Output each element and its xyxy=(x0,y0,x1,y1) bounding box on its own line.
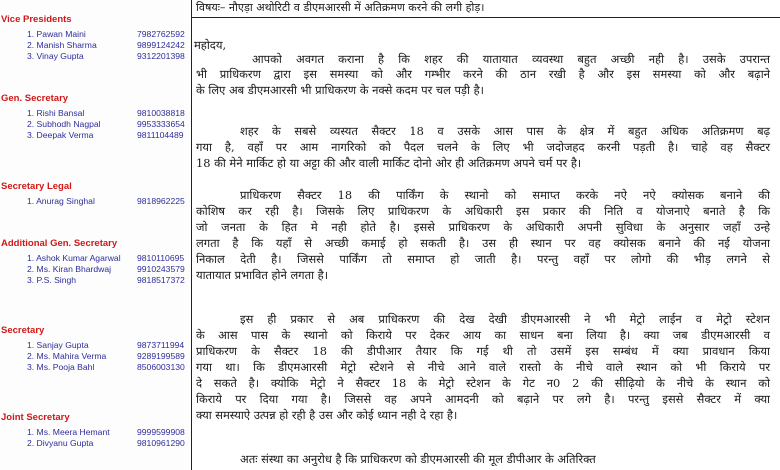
letter-line: प्राधिकरण सैक्टर 18 की पार्किंग के स्थानो को समाप्त करके नऐ नऐ क्योसक बनाने की xyxy=(240,188,770,202)
section-title: Vice Presidents xyxy=(1,14,72,25)
member-phone: 9289199589 xyxy=(137,351,185,361)
letter-line: के लिए अब डीएमआरसी भी प्राधिकरण के नक्से कदम पर चल पड़ी है। xyxy=(196,83,484,97)
section-title: Joint Secretary xyxy=(1,412,70,423)
letter-line: निकाल देती है। जिससे पार्किंग तो समाप्त हो जाती है। परन्तु वहाँ पर लोगो की भीड़ लगने से xyxy=(196,252,770,266)
letter-line: प्राधिकरण के सैक्टर 18 की डीपीआर तैयार कि गई थी तो उसमें इस सम्बंध में क्या प्रावधान किया xyxy=(196,344,770,358)
member-name: 1. Sanjay Gupta xyxy=(27,340,89,350)
member-phone: 9818962225 xyxy=(137,196,185,206)
member-name: 2. Ms. Mahira Verma xyxy=(27,351,107,361)
member-phone: 9899124242 xyxy=(137,40,185,50)
member-name: 1. Pawan Maini xyxy=(27,29,86,39)
member-phone: 9810961290 xyxy=(137,438,185,448)
member-phone: 9810038818 xyxy=(137,108,185,118)
letter-line: भी प्राधिकरण द्वारा इस समस्या को और गम्भीर करने की ठान रखी है और इस समस्या को और बढ़ाने xyxy=(196,67,770,81)
member-phone: 8506003130 xyxy=(137,362,185,372)
section-title: Secretary xyxy=(1,325,45,336)
section-title: Gen. Secretary xyxy=(1,93,69,104)
letter-line: गया है, वहाँ पर आम नागरिको को पैदल चलने के लिए भी जदोजहद करनी पड़ती है। चाहे वह सैक्टर xyxy=(196,140,770,154)
member-name: 3. P.S. Singh xyxy=(27,275,77,285)
subject-bar xyxy=(192,0,780,18)
letter-line: आपको अवगत कराना है कि शहर की यातायात व्यवस्था बहुत अच्छी नही है। उसके उपरान्त xyxy=(252,52,770,66)
letter-line: यातायात प्रभावित होने लगता है। xyxy=(196,268,329,282)
letter-line: दे सकते है। क्योकि मेट्रो ने सैक्टर 18 के मेट्रो स्टेशन के गेट न0 2 की सीढ़ियो के नीचे के स्थान को xyxy=(196,376,770,390)
member-name: 1. Rishi Bansal xyxy=(27,108,85,118)
letter-subject: विषयः– नौएड़ा अथोरिटी व डीएमआरसी में अतिक्रमण करने की लगी होड़। xyxy=(196,1,485,14)
member-name: 2. Ms. Kiran Bhardwaj xyxy=(27,264,112,274)
member-name: 2. Manish Sharma xyxy=(27,40,97,50)
section-title: Additional Gen. Secretary xyxy=(1,238,118,249)
letter-line: कोशिष कर रही है। जिसके लिए प्राधिकरण के अधिकारी इस प्रकार की निति व योजनाऐ बनाते है कि xyxy=(196,204,770,218)
member-name: 3. Vinay Gupta xyxy=(27,51,84,61)
member-phone: 9873711994 xyxy=(137,340,185,350)
letter-salutation: महोदय, xyxy=(194,38,227,52)
letter-line: इस ही प्रकार से अब प्राधिकरण की देख देखी डीएमआरसी ने भी मेट्रो लाईन व मेट्रो स्टेशन xyxy=(240,312,770,326)
member-phone: 9818517372 xyxy=(137,275,185,285)
letter-line: गया था। कि डीएमआरसी मेट्रो स्टेशने से नीचे आने वाले रास्तो के नीचे वाले स्थान को भी किराये पर xyxy=(196,360,770,374)
member-name: 1. Anurag Singhal xyxy=(27,196,95,206)
member-name: 2. Subhodh Nagpal xyxy=(27,119,101,129)
office-bearers-sidebar xyxy=(0,0,192,470)
member-phone: 9953333654 xyxy=(137,119,185,129)
member-phone: 9810110695 xyxy=(137,253,185,263)
letter-line: अतः संस्था का अनुरोध है कि प्राधिकरण को डीएमआरसी की मूल डीपीआर के अतिरिक्त xyxy=(240,452,596,466)
member-name: 2. Divyanu Gupta xyxy=(27,438,94,448)
member-name: 3. Ms. Pooja Bahl xyxy=(27,362,95,372)
letter-line: किराये पर दिया गया है। जिससे वह अपने आमदनी को बढ़ाने पर लगे है। परन्तु इससे सैक्टर में क्या xyxy=(196,392,770,406)
member-name: 1. Ms. Meera Hemant xyxy=(27,427,110,437)
letter-line: के आस पास के स्थानो को किराये पर देकर आय का साधन बना लिया है। क्या जब डीएमआरसी व xyxy=(196,328,770,342)
member-name: 3. Deepak Verma xyxy=(27,130,94,140)
letter-line: शहर के सबसे व्यस्यत सैक्टर 18 व उसके आस पास के क्षेत्र में बहुत अधिक अतिक्रमण बढ़ xyxy=(240,124,770,138)
member-phone: 9811104489 xyxy=(137,130,184,140)
letter-line: लगता है कि यहाँ से अच्छी कमाई हो सकती है। उस ही स्थान पर वह क्योसक बनाने की नई योजना xyxy=(196,236,770,250)
letter-body xyxy=(192,0,780,470)
letter-line: 18 की मेने मार्किट हो या अट्टा की और वाली मार्किट दोनो ओर ही अतिक्रमण अपने चर्म पर है। xyxy=(196,156,582,170)
member-phone: 9312201398 xyxy=(137,51,185,61)
section-title: Secretary Legal xyxy=(1,181,72,192)
member-phone: 9999599908 xyxy=(137,427,185,437)
member-name: 1. Ashok Kumar Agarwal xyxy=(27,253,121,263)
letter-line: क्या समस्याऐ उत्पन्न हो रही है उस और कोई ध्यान नही दे रहा है। xyxy=(196,408,458,422)
member-phone: 9910243579 xyxy=(137,264,185,274)
letter-line: जो जनता के हित मे नही होते है। इससे प्राधिकरण के अधिकारी अपनी सुविधा के अनुसार जहाँ उन्हे xyxy=(196,220,770,234)
member-phone: 7982762592 xyxy=(137,29,185,39)
